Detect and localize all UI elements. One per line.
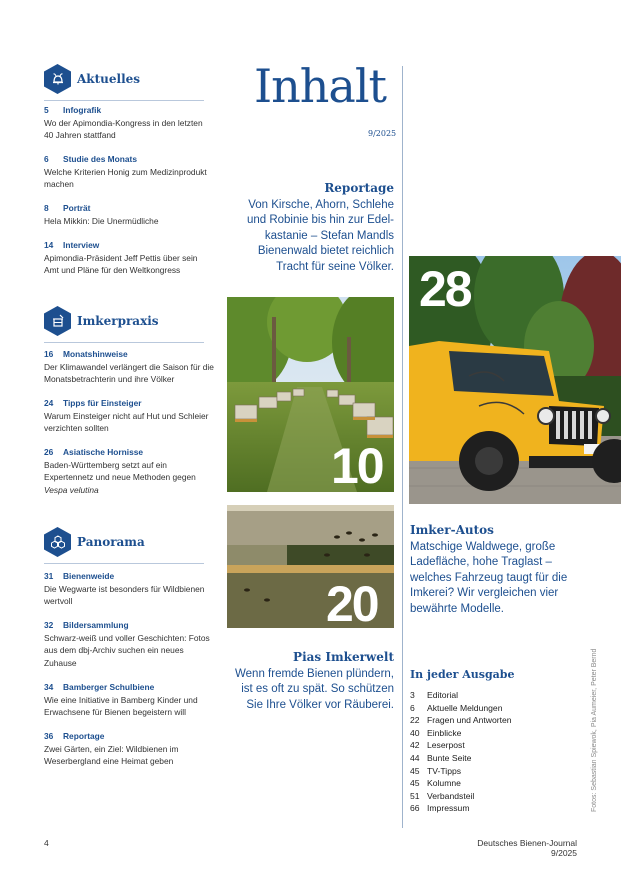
section-header-aktuelles [44, 64, 140, 94]
regular-label: Einblicke [427, 727, 462, 738]
feature-text-imker-autos: Matschige Waldwege, große Ladefläche, hohe Traglast – welches Fahrzeug taugt für die Imkerei? Wir vergleichen vier bewährte Modelle. [410, 541, 568, 615]
column-divider [402, 66, 403, 828]
page-number: 24 [44, 398, 54, 408]
section-rule [44, 100, 204, 101]
entry-title: Bienenweide [63, 571, 115, 581]
entry-title: Bamberger Schulbiene [63, 682, 155, 692]
section-title: Aktuelles [77, 72, 141, 86]
section-rule [44, 342, 204, 343]
section-header-panorama [44, 527, 145, 557]
regular-label: TV-Tipps [427, 765, 462, 776]
bee-bell-icon [44, 64, 71, 94]
beehive-tools-icon [44, 306, 71, 336]
page-number: 40 [410, 727, 420, 738]
photo-hive-entrance[interactable] [227, 505, 394, 628]
photo-yellow-jeep[interactable] [409, 256, 621, 504]
regular-item[interactable] [410, 727, 512, 740]
regular-item[interactable] [410, 714, 512, 727]
footer-publication: Deutsches Bienen-Journal 9/2025 [477, 838, 577, 858]
regular-label: Kolumne [427, 778, 461, 789]
toc-entry[interactable] [44, 730, 214, 768]
toc-entry[interactable] [44, 239, 214, 277]
page-number: 22 [410, 715, 420, 726]
toc-entry[interactable] [44, 202, 214, 227]
photo-page-number: 28 [419, 261, 471, 317]
page-number: 32 [44, 620, 54, 630]
page-number: 8 [44, 203, 49, 213]
page-number: 51 [410, 790, 420, 801]
issue-number: 9/2025 [368, 129, 397, 138]
feature-title-reportage[interactable]: Reportage [324, 181, 394, 195]
entry-title: Tipps für Einsteiger [63, 398, 142, 408]
toc-entry[interactable] [44, 446, 214, 496]
entry-description: Schwarz-weiß und voller Geschichten: Fotos aus dem dbj-Archiv suchen ein neues Zuhause [44, 632, 210, 668]
page-number: 44 [410, 752, 420, 763]
section-title: Imkerpraxis [77, 314, 159, 328]
regular-item[interactable] [410, 790, 512, 803]
toc-entry[interactable] [44, 104, 214, 142]
page-number: 42 [410, 740, 420, 751]
entry-title: Interview [63, 240, 100, 250]
regular-item[interactable] [410, 752, 512, 765]
regular-item[interactable] [410, 802, 512, 815]
page-number: 45 [410, 778, 420, 789]
entry-title: Reportage [63, 731, 105, 741]
regular-label: Leserpost [427, 740, 465, 751]
page-number: 66 [410, 803, 420, 814]
entry-description-species: Vespa velutina [44, 484, 99, 495]
photo-page-number: 10 [331, 438, 383, 492]
toc-entry[interactable] [44, 153, 214, 191]
toc-entry[interactable] [44, 570, 214, 608]
entry-description: Wie eine Initiative in Bamberg Kinder und Erwachsene für Bienen begeistern will [44, 694, 198, 718]
toc-entry[interactable] [44, 681, 214, 719]
page-number: 26 [44, 447, 54, 457]
toc-entry[interactable] [44, 348, 214, 386]
page-number: 6 [44, 154, 49, 164]
entry-description: Der Klimawandel verlängert die Saison für die Monatsbetrachterin und ihre Völker [44, 361, 214, 385]
entry-description: Welche Kriterien Honig zum Medizinprodukt machen [44, 166, 207, 190]
regular-label: Verbandsteil [427, 790, 475, 801]
regular-label: Impressum [427, 803, 470, 814]
page-number: 5 [44, 105, 49, 115]
page-number: 14 [44, 240, 54, 250]
page-number: 36 [44, 731, 54, 741]
page-number: 34 [44, 682, 54, 692]
entry-title: Asiatische Hornisse [63, 447, 144, 457]
page-title: Inhalt [254, 59, 387, 113]
regular-item[interactable] [410, 689, 512, 702]
regular-item[interactable] [410, 739, 512, 752]
page-number: 3 [410, 690, 415, 700]
regular-label: Bunte Seite [427, 752, 472, 763]
feature-text-reportage: Von Kirsche, Ahorn, Schlehe und Robinie bis hin zur Edelkastanie – Stefan Mandls Bienenwald bietet reichlich Tracht für seine Völker. [246, 199, 394, 273]
entry-description: Wo der Apimondia-Kongress in den letzten 40 Jahren stattfand [44, 117, 203, 141]
page-number: 16 [44, 349, 54, 359]
entry-title: Monatshinweise [63, 349, 128, 359]
feature-title-pias-imkerwelt[interactable]: Pias Imkerwelt [293, 650, 394, 664]
regular-item[interactable] [410, 765, 512, 778]
feature-title-imker-autos[interactable]: Imker-Autos [410, 523, 494, 537]
regular-label: Fragen und Antworten [427, 715, 512, 726]
regular-label: Editorial [427, 690, 459, 700]
footer-page-number: 4 [44, 838, 49, 848]
entry-title: Bildersammlung [63, 620, 129, 630]
photo-page-number: 20 [326, 576, 378, 628]
photo-credit: Fotos: Sebastian Spiewok, Pia Aumeier, Peter Bernd [591, 648, 598, 812]
entry-title: Porträt [63, 203, 91, 213]
regulars-list [410, 689, 512, 815]
regular-item[interactable] [410, 702, 512, 715]
photo-beehives[interactable] [227, 297, 394, 492]
feature-text-pias-imkerwelt: Wenn fremde Bienen plündern, ist es oft zu spät. So schützen Sie Ihre Völker vor Räuberei. [235, 668, 394, 711]
entry-description: Warum Einsteiger nicht auf Hut und Schleier verzichten sollten [44, 410, 209, 434]
toc-entry[interactable] [44, 397, 214, 435]
entry-description: Die Wegwarte ist besonders für Wildbienen wertvoll [44, 583, 205, 607]
page-number: 45 [410, 765, 420, 776]
honeycomb-icon [44, 527, 71, 557]
regulars-title: In jeder Ausgabe [410, 668, 515, 681]
page-number: 6 [410, 702, 415, 713]
section-title: Panorama [77, 535, 145, 549]
page-number: 31 [44, 571, 54, 581]
entry-title: Infografik [63, 105, 102, 115]
entry-title: Studie des Monats [63, 154, 137, 164]
regular-label: Aktuelle Meldungen [427, 702, 503, 713]
section-header-imkerpraxis [44, 306, 159, 336]
section-rule [44, 563, 204, 564]
entry-description: Apimondia-Präsident Jeff Pettis über sein Amt und Pläne für den Weltkongress [44, 252, 198, 276]
entry-description: Zwei Gärten, ein Ziel: Wildbienen im Weserbergland eine Heimat geben [44, 743, 179, 767]
entry-description: Baden-Württemberg setzt auf ein Expertennetz und neue Methoden gegen [44, 459, 196, 483]
regular-item[interactable] [410, 777, 512, 790]
entry-description: Hela Mikkin: Die Unermüdliche [44, 215, 159, 226]
toc-entry[interactable] [44, 619, 214, 669]
